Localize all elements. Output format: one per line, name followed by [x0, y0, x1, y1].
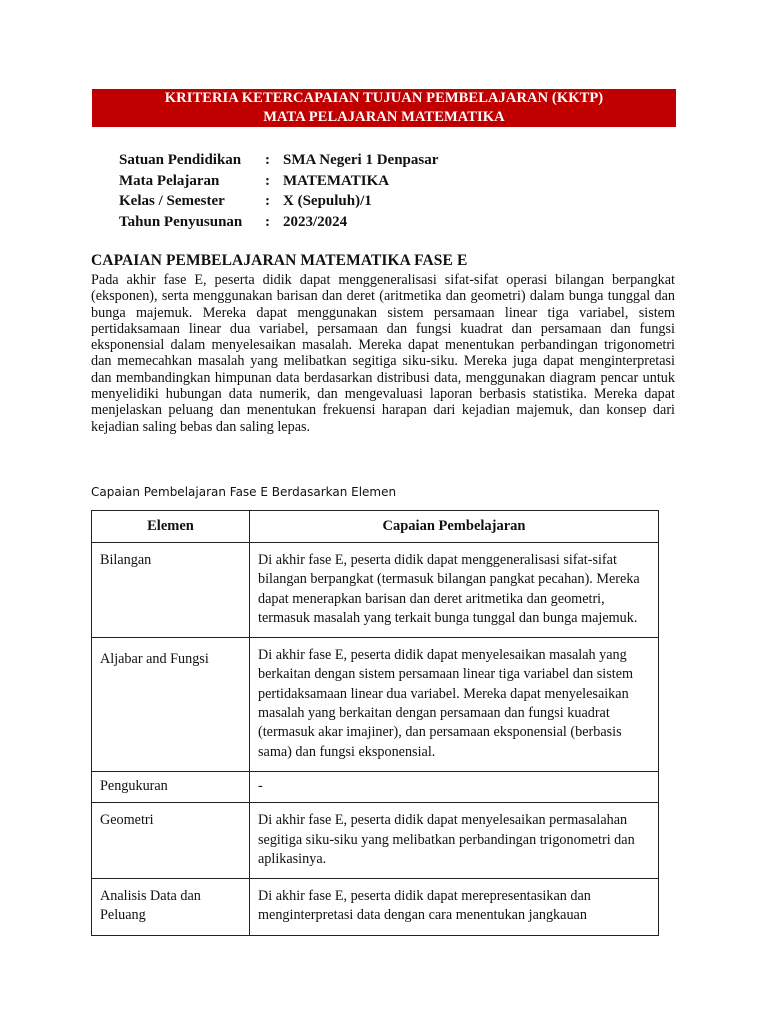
title-line-2: MATA PELAJARAN MATEMATIKA [263, 109, 505, 125]
meta-value: SMA Negeri 1 Denpasar [283, 152, 439, 168]
capaian-cell: Di akhir fase E, peserta didik dapat menyelesaikan permasalahan segitiga siku-siku yang melibatkan perbandingan trigonometri dan aplikasinya. [250, 803, 659, 879]
elemen-cell: Analisis Data dan Peluang [92, 879, 250, 936]
table-row [92, 638, 659, 772]
meta-sep: : [265, 172, 270, 189]
table-row [92, 543, 659, 638]
header-elemen: Elemen [92, 511, 250, 543]
meta-value: X (Sepuluh)/1 [283, 193, 372, 209]
meta-value: MATEMATIKA [283, 172, 390, 189]
capaian-cell: Di akhir fase E, peserta didik dapat menyelesaikan masalah yang berkaitan dengan sistem persamaan linear tiga variabel dan sistem pertidaksamaan linear dua variabel. Mereka dapat menyelesaikan masalah yang berkaitan dengan persamaan dan fungsi kuadrat (termasuk akar imajiner), dan persamaan eksponensial (berbasis sama) dan fungsi eksponensial. [250, 638, 659, 772]
table-row [92, 803, 659, 879]
meta-sep: : [265, 152, 270, 168]
meta-row-tahun [119, 212, 438, 233]
elemen-cell: Bilangan [92, 543, 250, 638]
meta-sep: : [265, 213, 270, 230]
identity-block [119, 150, 438, 232]
meta-row-mapel [119, 171, 438, 192]
table-caption: Capaian Pembelajaran Fase E Berdasarkan Elemen [91, 485, 397, 499]
meta-label: Tahun Penyusunan [119, 213, 243, 230]
section-paragraph: Pada akhir fase E, peserta didik dapat menggeneralisasi sifat-sifat operasi bilangan berpangkat (eksponen), serta menggunakan barisan dan deret (aritmetika dan geometri) dalam bunga tunggal dan bunga majemuk. Mereka dapat menggunakan sistem persamaan linear tiga variabel, sistem pertidaksamaan linear dua variabel, persamaan dan fungsi kuadrat dan persamaan dan fungsi eksponensial dalam menyelesaikan masalah. Mereka dapat menentukan perbandingan trigonometri dan memecahkan masalah yang melibatkan segitiga siku-siku. Mereka juga dapat menginterpretasi dan membandingkan himpunan data berdasarkan distribusi data, menggunakan diagram pencar untuk menyelidiki hubungan data numerik, dan mengevaluasi laporan berbasis statistika. Mereka dapat menjelaskan peluang dan menentukan frekuensi harapan dari kejadian majemuk, dan konsep dari kejadian saling bebas dan saling lepas. [91, 272, 675, 435]
meta-value: 2023/2024 [283, 213, 348, 230]
title-line-1: KRITERIA KETERCAPAIAN TUJUAN PEMBELAJARAN (KKTP) [164, 90, 604, 106]
elemen-cell: Geometri [92, 803, 250, 879]
capaian-cell: - [250, 771, 659, 802]
capaian-cell: Di akhir fase E, peserta didik dapat merepresentasikan dan menginterpretasi data dengan cara menentukan jangkauan [250, 879, 659, 936]
meta-sep: : [265, 193, 270, 209]
capaian-cell: Di akhir fase E, peserta didik dapat menggeneralisasi sifat-sifat bilangan berpangkat (termasuk bilangan pangkat pecahan). Mereka dapat menerapkan barisan dan deret aritmetika dan geometri, termasuk masalah yang terkait bunga tunggal dan bunga majemuk. [250, 543, 659, 638]
meta-label: Kelas / Semester [119, 193, 225, 209]
meta-label: Satuan Pendidikan [119, 152, 242, 168]
elemen-cell: Aljabar and Fungsi [92, 638, 250, 772]
table-header-row [92, 511, 659, 543]
document-title-banner [92, 89, 676, 127]
table-row [92, 771, 659, 802]
meta-row-satuan [119, 150, 438, 171]
section-heading: CAPAIAN PEMBELAJARAN MATEMATIKA FASE E [91, 252, 468, 269]
elemen-cell: Pengukuran [92, 771, 250, 802]
meta-label: Mata Pelajaran [119, 172, 220, 189]
elemen-table [91, 510, 659, 936]
header-capaian: Capaian Pembelajaran [250, 511, 659, 543]
meta-row-kelas [119, 191, 438, 212]
table-row [92, 879, 659, 936]
